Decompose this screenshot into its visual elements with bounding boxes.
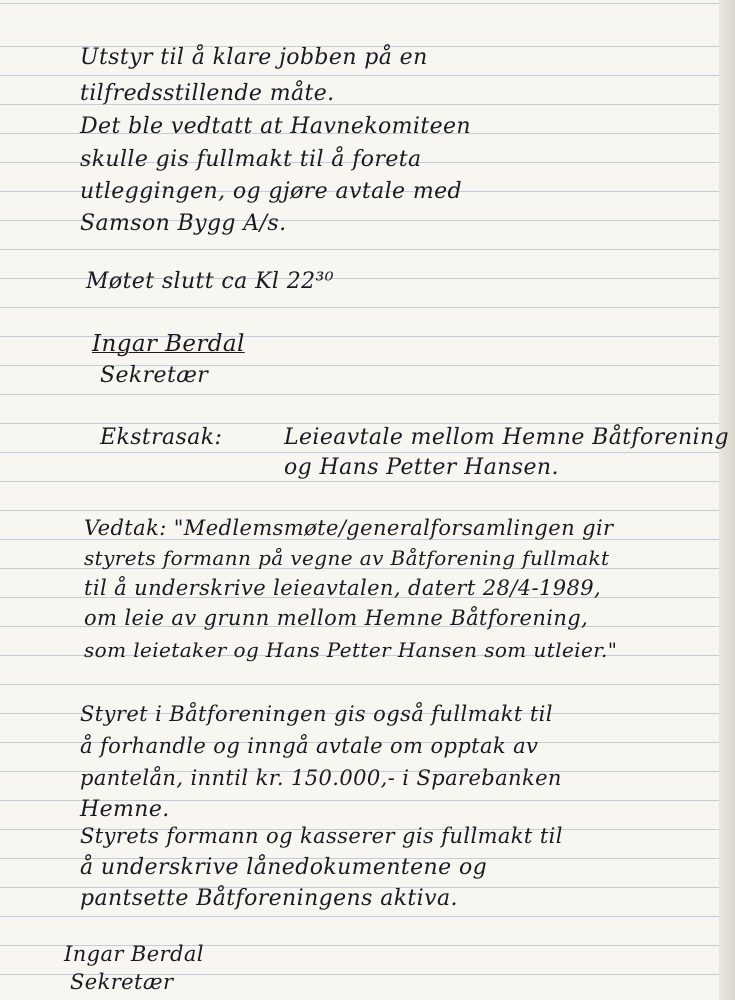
text-line: Samson Bygg A/s. [80, 211, 287, 236]
signature: Ingar Berdal [92, 331, 245, 357]
resolution-line: som leietaker og Hans Petter Hansen som utleier." [84, 638, 618, 662]
text-line: Utstyr til å klare jobben på en [80, 45, 428, 70]
signature: Ingar Berdal [64, 942, 204, 966]
text-line: å underskrive lånedokumentene og [80, 855, 488, 880]
text-line: pantsette Båtforeningens aktiva. [80, 886, 458, 911]
text-line: og Hans Petter Hansen. [284, 455, 559, 480]
text-line: Styrets formann og kasserer gis fullmakt til [80, 824, 563, 848]
text-line: tilfredsstillende måte. [80, 81, 335, 106]
page-edge [719, 0, 735, 1000]
resolution-line: Vedtak: "Medlemsmøte/generalforsamlingen gir [84, 516, 614, 540]
signature-title: Sekretær [100, 363, 209, 388]
signature-title: Sekretær [70, 970, 174, 994]
text-line: Det ble vedtatt at Havnekomiteen [80, 114, 471, 139]
resolution-line: styrets formann på vegne av Båtforening fullmakt [84, 546, 610, 570]
text-line: pantelån, inntil kr. 150.000,- i Sparebanken [80, 766, 562, 790]
resolution-line: til å underskrive leieavtalen, datert 28/4-1989, [84, 576, 602, 600]
text-line: Styret i Båtforeningen gis også fullmakt til [80, 702, 553, 726]
text-line: utleggingen, og gjøre avtale med [80, 179, 463, 204]
text-line: skulle gis fullmakt til å foreta [80, 147, 422, 172]
text-line: Hemne. [80, 797, 170, 822]
text-line: Leieavtale mellom Hemne Båtforening [284, 425, 730, 450]
extra-case-label: Ekstrasak: [100, 425, 223, 450]
resolution-line: om leie av grunn mellom Hemne Båtforening, [84, 606, 589, 630]
text-line: å forhandle og inngå avtale om opptak av [80, 734, 539, 758]
meeting-end-line: Møtet slutt ca Kl 22³⁰ [86, 269, 334, 294]
